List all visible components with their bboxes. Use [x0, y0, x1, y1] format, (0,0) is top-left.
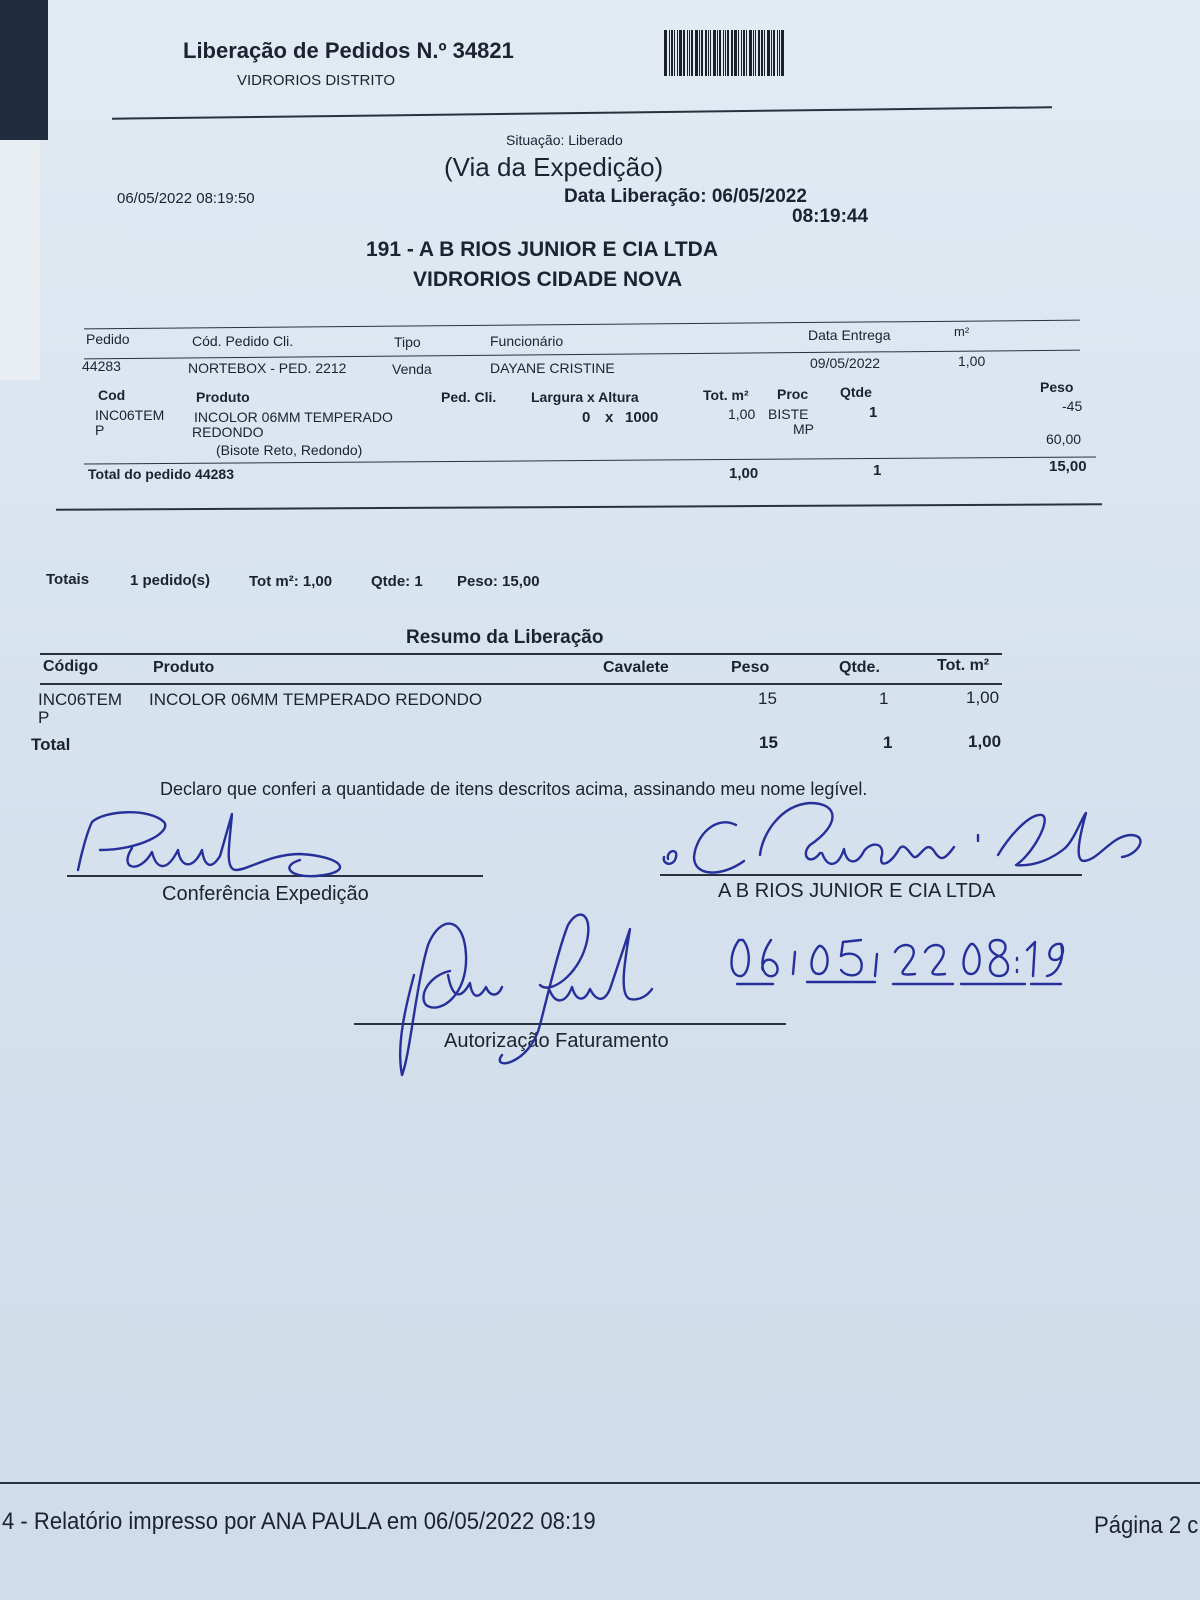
barcode-bar [773, 30, 775, 76]
barcode-bar [671, 30, 673, 76]
summary-col-cavalete: Cavalete [603, 659, 669, 676]
summary-col-qtde: Qtde. [839, 659, 880, 676]
item-col-cod: Cod [98, 387, 126, 403]
signature-label-expedition: Conferência Expedição [162, 883, 369, 905]
order-total-peso: 15,00 [1049, 458, 1087, 475]
summary-code-line2: P [38, 708, 50, 727]
summary-col-codigo: Código [43, 658, 99, 675]
signature-label-billing: Autorização Faturamento [444, 1030, 669, 1052]
summary-total-qtde: 1 [883, 733, 893, 752]
order-type: Venda [392, 361, 432, 377]
summary-col-produto: Produto [153, 659, 215, 676]
item-finish: (Bisote Reto, Redondo) [216, 442, 363, 458]
barcode-bar [731, 30, 733, 76]
barcode-bar [701, 30, 703, 76]
barcode-bar [708, 30, 709, 76]
order-section-divider [56, 503, 1102, 510]
order-header-rule [84, 350, 1080, 360]
barcode-bar [753, 30, 754, 76]
item-height: 1000 [625, 409, 659, 426]
barcode-bar [758, 30, 760, 76]
order-employee: DAYANE CRISTINE [490, 360, 615, 376]
barcode-bar [777, 30, 778, 76]
barcode [664, 30, 826, 76]
client-name: 191 - A B RIOS JUNIOR E CIA LTDA [366, 238, 718, 261]
item-product-line2: REDONDO [192, 424, 264, 440]
barcode-bar [771, 30, 772, 76]
summary-total-weight: 15 [759, 733, 778, 752]
barcode-bar [669, 30, 670, 76]
order-top-rule [84, 320, 1080, 330]
summary-weight: 15 [758, 689, 777, 708]
item-col-ped-cli: Ped. Cli. [441, 389, 497, 405]
situation-label: Situação: Liberado [506, 132, 623, 148]
handwritten-signature-right [660, 795, 1160, 895]
order-m2: 1,00 [958, 353, 986, 369]
barcode-bar [738, 30, 739, 76]
summary-total-m2: 1,00 [968, 732, 1002, 751]
totals-weight: Peso: 15,00 [457, 573, 540, 590]
order-total-qtde: 1 [873, 462, 882, 479]
barcode-bar [683, 30, 685, 76]
summary-m2: 1,00 [966, 688, 1000, 707]
item-qtde: 1 [869, 404, 878, 421]
issuer-company: VIDRORIOS DISTRITO [237, 72, 396, 89]
col-cod-pedido-cli: Cód. Pedido Cli. [192, 333, 294, 349]
item-proc-line1: BISTE [768, 406, 809, 422]
item-weight-bottom: 60,00 [1046, 431, 1082, 447]
barcode-bar [687, 30, 688, 76]
barcode-bar [779, 30, 780, 76]
barcode-bar [717, 30, 718, 76]
header-divider [112, 106, 1052, 119]
item-col-tot-m2: Tot. m² [703, 387, 749, 403]
col-pedido: Pedido [86, 331, 130, 347]
summary-top-rule [40, 653, 1002, 655]
item-col-largura-altura: Largura x Altura [531, 389, 639, 405]
barcode-bar [699, 30, 700, 76]
barcode-bar [664, 30, 667, 76]
summary-code-line1: INC06TEM [38, 690, 123, 709]
item-col-peso: Peso [1040, 379, 1074, 395]
order-delivery-date: 09/05/2022 [810, 355, 881, 371]
printed-datetime: 06/05/2022 08:19:50 [117, 190, 255, 207]
totals-orders: 1 pedido(s) [130, 572, 211, 589]
summary-title: Resumo da Liberação [406, 627, 604, 648]
barcode-bar [705, 30, 707, 76]
barcode-bar [689, 30, 690, 76]
summary-col-tot-m2: Tot. m² [937, 657, 990, 674]
totals-m2: Tot m²: 1,00 [249, 573, 333, 590]
barcode-bar [695, 30, 698, 76]
col-data-entrega: Data Entrega [808, 327, 891, 343]
signature-label-client: A B RIOS JUNIOR E CIA LTDA [718, 880, 996, 902]
summary-header-rule [40, 683, 1002, 685]
barcode-bar [734, 30, 737, 76]
barcode-bar [725, 30, 726, 76]
item-weight-top: -45 [1062, 398, 1083, 414]
item-col-produto: Produto [196, 389, 250, 405]
item-width: 0 [582, 409, 591, 426]
item-col-qtde: Qtde [840, 384, 872, 400]
item-times: x [605, 409, 614, 426]
barcode-bar [679, 30, 682, 76]
footer-rule [0, 1482, 1200, 1484]
barcode-bar [710, 30, 711, 76]
barcode-bar [674, 30, 675, 76]
barcode-bar [677, 30, 678, 76]
barcode-bar [761, 30, 763, 76]
background-edge [0, 0, 48, 140]
barcode-bar [743, 30, 745, 76]
item-col-proc: Proc [777, 386, 809, 402]
declaration-text: Declaro que conferi a quantidade de itens descritos acima, assinando meu nome legível. [160, 779, 868, 799]
barcode-bar [746, 30, 747, 76]
document-title: Liberação de Pedidos N.º 34821 [183, 38, 514, 63]
summary-col-peso: Peso [731, 659, 770, 676]
order-client-code: NORTEBOX - PED. 2212 [188, 360, 347, 376]
handwritten-release-date [725, 930, 1065, 992]
col-m2: m² [954, 324, 970, 339]
barcode-bar [764, 30, 765, 76]
copy-type: (Via da Expedição) [444, 152, 664, 182]
item-code-line1: INC06TEM [95, 407, 165, 423]
item-tot-m2: 1,00 [728, 406, 756, 422]
summary-qtde: 1 [879, 689, 889, 708]
item-product-line1: INCOLOR 06MM TEMPERADO [194, 409, 393, 425]
summary-product: INCOLOR 06MM TEMPERADO REDONDO [149, 690, 483, 709]
barcode-bar [741, 30, 742, 76]
barcode-bar [755, 30, 756, 76]
release-date: Data Liberação: 06/05/2022 [564, 186, 807, 207]
barcode-bar [713, 30, 716, 76]
summary-total-label: Total [31, 735, 71, 754]
underlying-sheet [0, 140, 40, 380]
client-store: VIDRORIOS CIDADE NOVA [413, 268, 683, 291]
order-number: 44283 [82, 358, 121, 374]
handwritten-signature-center [390, 905, 670, 1095]
barcode-bar [781, 30, 784, 76]
footer-page-number: Página 2 c [1094, 1512, 1199, 1539]
item-proc-line2: MP [793, 421, 814, 437]
order-total-m2: 1,00 [729, 465, 759, 482]
col-tipo: Tipo [394, 334, 421, 350]
handwritten-signature-left [60, 800, 380, 890]
barcode-bar [767, 30, 770, 76]
totals-qtde: Qtde: 1 [371, 573, 423, 590]
item-code-line2: P [95, 422, 105, 438]
barcode-bar [727, 30, 729, 76]
barcode-bar [691, 30, 693, 76]
order-total-label: Total do pedido 44283 [88, 466, 234, 482]
barcode-bar [749, 30, 752, 76]
barcode-bar [719, 30, 721, 76]
release-time: 08:19:44 [792, 206, 869, 227]
footer-printed-by: 4 - Relatório impresso por ANA PAULA em 06/05/2022 08:19 [2, 1508, 596, 1535]
col-funcionario: Funcionário [490, 333, 564, 349]
totals-label: Totais [46, 571, 90, 588]
barcode-bar [723, 30, 724, 76]
